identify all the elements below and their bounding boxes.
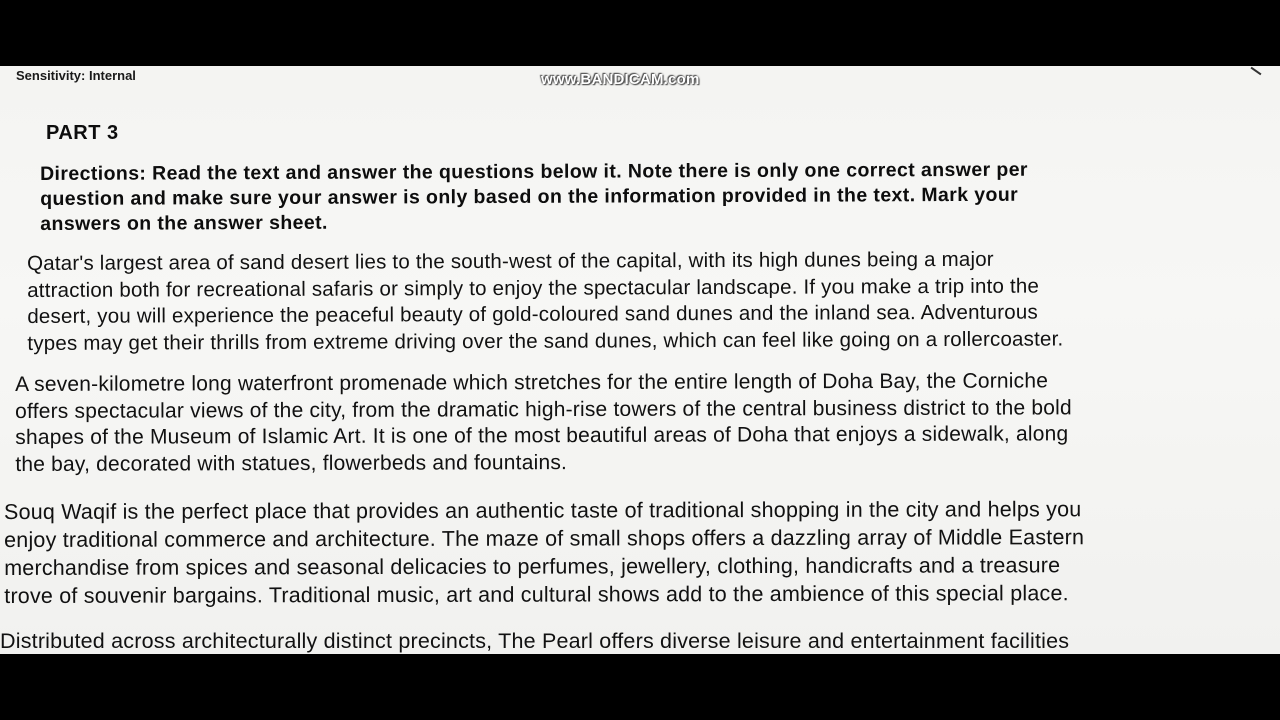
paragraph-line: desert, you will experience the peaceful beauty of gold-coloured sand dunes and the inland sea. Adventurous bbox=[27, 300, 1038, 328]
paragraph-line: Distributed across architecturally distinct precincts, The Pearl offers diverse leisure and entertainment facilities bbox=[0, 629, 1070, 653]
paragraph-line: trove of souvenir bargains. Traditional music, art and cultural shows add to the ambience of this special place. bbox=[4, 581, 1069, 608]
paragraph-souq-waqif bbox=[4, 495, 1280, 610]
paragraph-line: types may get their thrills from extreme driving over the sand dunes, which can feel like going on a rollercoaster. bbox=[27, 326, 1064, 355]
directions-line: Directions: Read the text and answer the questions below it. Note there is only one correct answer per bbox=[40, 158, 1028, 185]
paragraph-line: Souq Waqif is the perfect place that provides an authentic taste of traditional shopping in the city and helps you bbox=[4, 497, 1082, 524]
paragraph-the-pearl bbox=[0, 628, 1280, 654]
recorder-watermark: www.BANDICAM.com bbox=[541, 71, 700, 88]
paragraph-line: shapes of the Museum of Islamic Art. It is one of the most beautiful areas of Doha that enjoys a sidewalk, along bbox=[15, 422, 1069, 449]
paragraph-line: offers spectacular views of the city, from the dramatic high-rise towers of the central business district to the bold bbox=[15, 395, 1072, 423]
paragraph-line: enjoy traditional commerce and architecture. The maze of small shops offers a dazzling array of Middle Eastern bbox=[4, 525, 1085, 552]
paragraph-line: Qatar's largest area of sand desert lies to the south-west of the capital, with its high dunes being a major bbox=[27, 247, 994, 275]
paragraph-desert bbox=[27, 246, 1267, 357]
directions-line: answers on the answer sheet. bbox=[40, 211, 328, 235]
paragraph-line: A seven-kilometre long waterfront promenade which stretches for the entire length of Doha Bay, the Corniche bbox=[15, 369, 1049, 396]
part-heading: PART 3 bbox=[46, 122, 119, 144]
page-corner-mark bbox=[1251, 67, 1262, 76]
paragraph-line: attraction both for recreational safaris or simply to enjoy the spectacular landscape. If you make a trip into the bbox=[27, 274, 1040, 302]
sensitivity-label: Sensitivity: Internal bbox=[16, 68, 136, 83]
directions-line: question and make sure your answer is only based on the information provided in the text. Mark your bbox=[40, 183, 1019, 210]
paragraph-line: the bay, decorated with statues, flowerbeds and fountains. bbox=[15, 450, 568, 476]
paragraph-line: merchandise from spices and seasonal delicacies to perfumes, jewellery, clothing, handicrafts and a treasure bbox=[4, 553, 1061, 580]
document-page bbox=[0, 66, 1280, 654]
directions-text bbox=[40, 157, 1255, 237]
paragraph-corniche bbox=[15, 368, 1277, 478]
